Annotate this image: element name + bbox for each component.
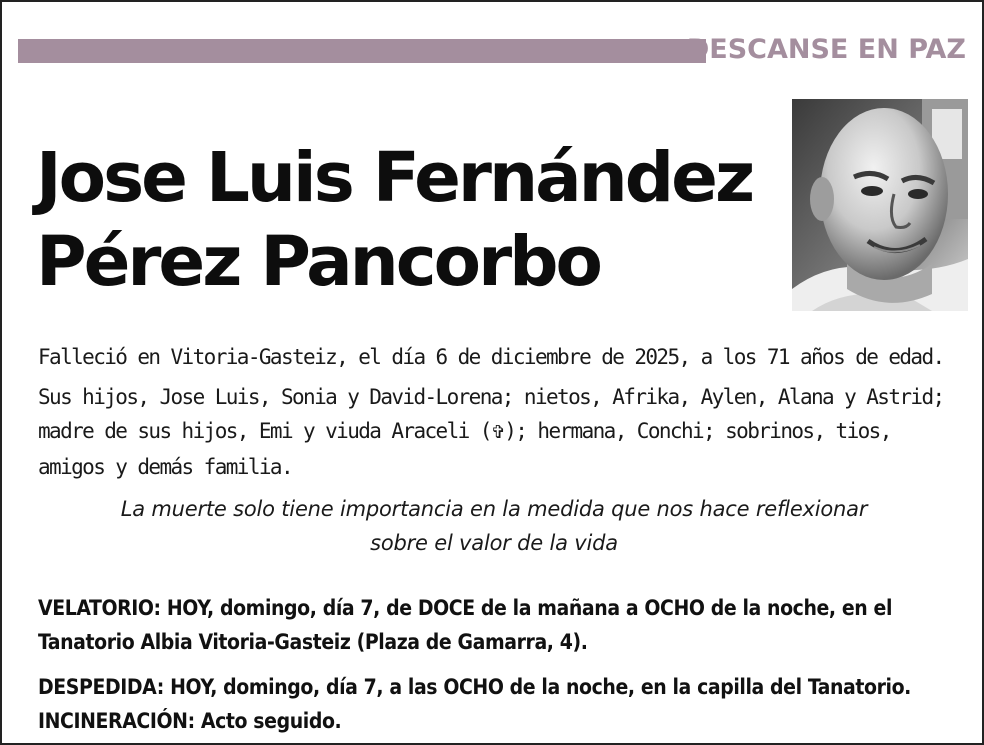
memorial-quote [38, 492, 950, 560]
memorial-quote-line-2: sobre el valor de la vida [370, 531, 618, 555]
deceased-name [36, 136, 752, 304]
deceased-name-line-1: Jose Luis Fernández [36, 138, 753, 218]
family-list [38, 380, 950, 484]
despedida-info: DESPEDIDA: HOY, domingo, día 7, a las OCHO de la noche, en la capilla del Tanatorio. INCINERACIÓN: Acto seguido. [38, 675, 911, 733]
family-list-part-1: Sus hijos, Jose Luis, Sonia y David-Lorena; nietos, Afrika, Aylen, Alana y Astrid; madre de sus hijos, Emi y viuda Araceli ( [38, 385, 944, 443]
cross-icon: ✞ [490, 422, 505, 443]
velatorio-info: VELATORIO: HOY, domingo, día 7, de DOCE de la mañana a OCHO de la noche, en el Tanatorio Albia Vitoria-Gasteiz (Plaza de Gamarra, 4). [38, 596, 893, 654]
deceased-name-line-2: Pérez Pancorbo [36, 222, 600, 302]
deceased-photo [792, 99, 968, 311]
memorial-quote-line-1: La muerte solo tiene importancia en la medida que nos hace reflexionar [120, 497, 868, 521]
header-bar [18, 39, 706, 63]
death-notice: Falleció en Vitoria-Gasteiz, el día 6 de diciembre de 2025, a los 71 años de edad. [38, 345, 944, 369]
family-list-part-2: ); hermana, Conchi; sobrinos, tios, amigos y demás familia. [38, 419, 891, 479]
header-label: DESCANSE EN PAZ [686, 34, 966, 65]
